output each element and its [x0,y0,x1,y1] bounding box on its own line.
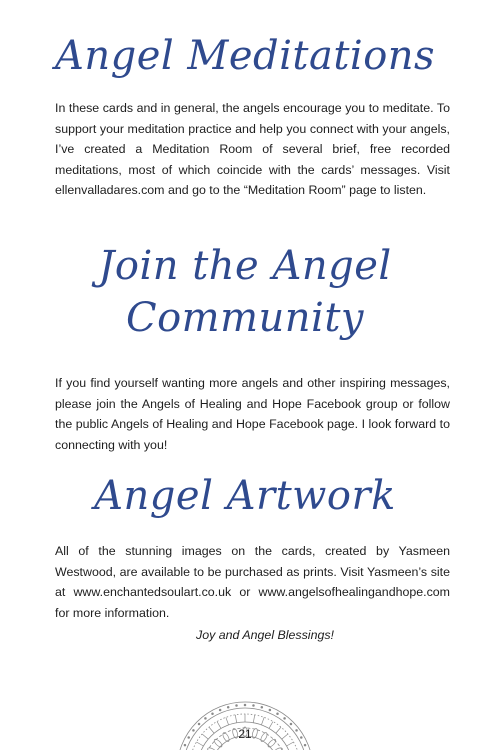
page-number: 21 [238,727,252,741]
heading-line-1: Join the Angel [98,243,392,289]
mandala-ornament-icon [175,700,315,750]
heading-join-the-angel-community [0,240,490,344]
heading-angel-meditations: Angel Meditations [54,33,436,79]
paragraph-angel-meditations: In these cards and in general, the angels encourage you to meditate. To support your meditation practice and help you connect with your angels, I’ve created a Meditation Room of several brief, free recorded meditations, most of which coincide with the cards’ messages. Visit ellenvalladares.com and go to the “Meditation Room” page to listen. [55,101,450,197]
paragraph-join-the-angel-community: If you find yourself wanting more angels and other inspiring messages, please join the Angels of Healing and Hope Facebook group or follow the public Angels of Healing and Hope Facebook page. I look forward to connecting with you! [55,376,450,452]
heading-line-2: Community [125,295,365,341]
heading-angel-artwork: Angel Artwork [94,473,396,519]
signoff: Joy and Angel Blessings! [196,628,334,642]
paragraph-angel-artwork: All of the stunning images on the cards, created by Yasmeen Westwood, are available to be purchased as prints. Visit Yasmeen’s site at www.enchantedsoulart.co.uk or www.angelsofhealingandhope.com for more information. [55,544,450,620]
